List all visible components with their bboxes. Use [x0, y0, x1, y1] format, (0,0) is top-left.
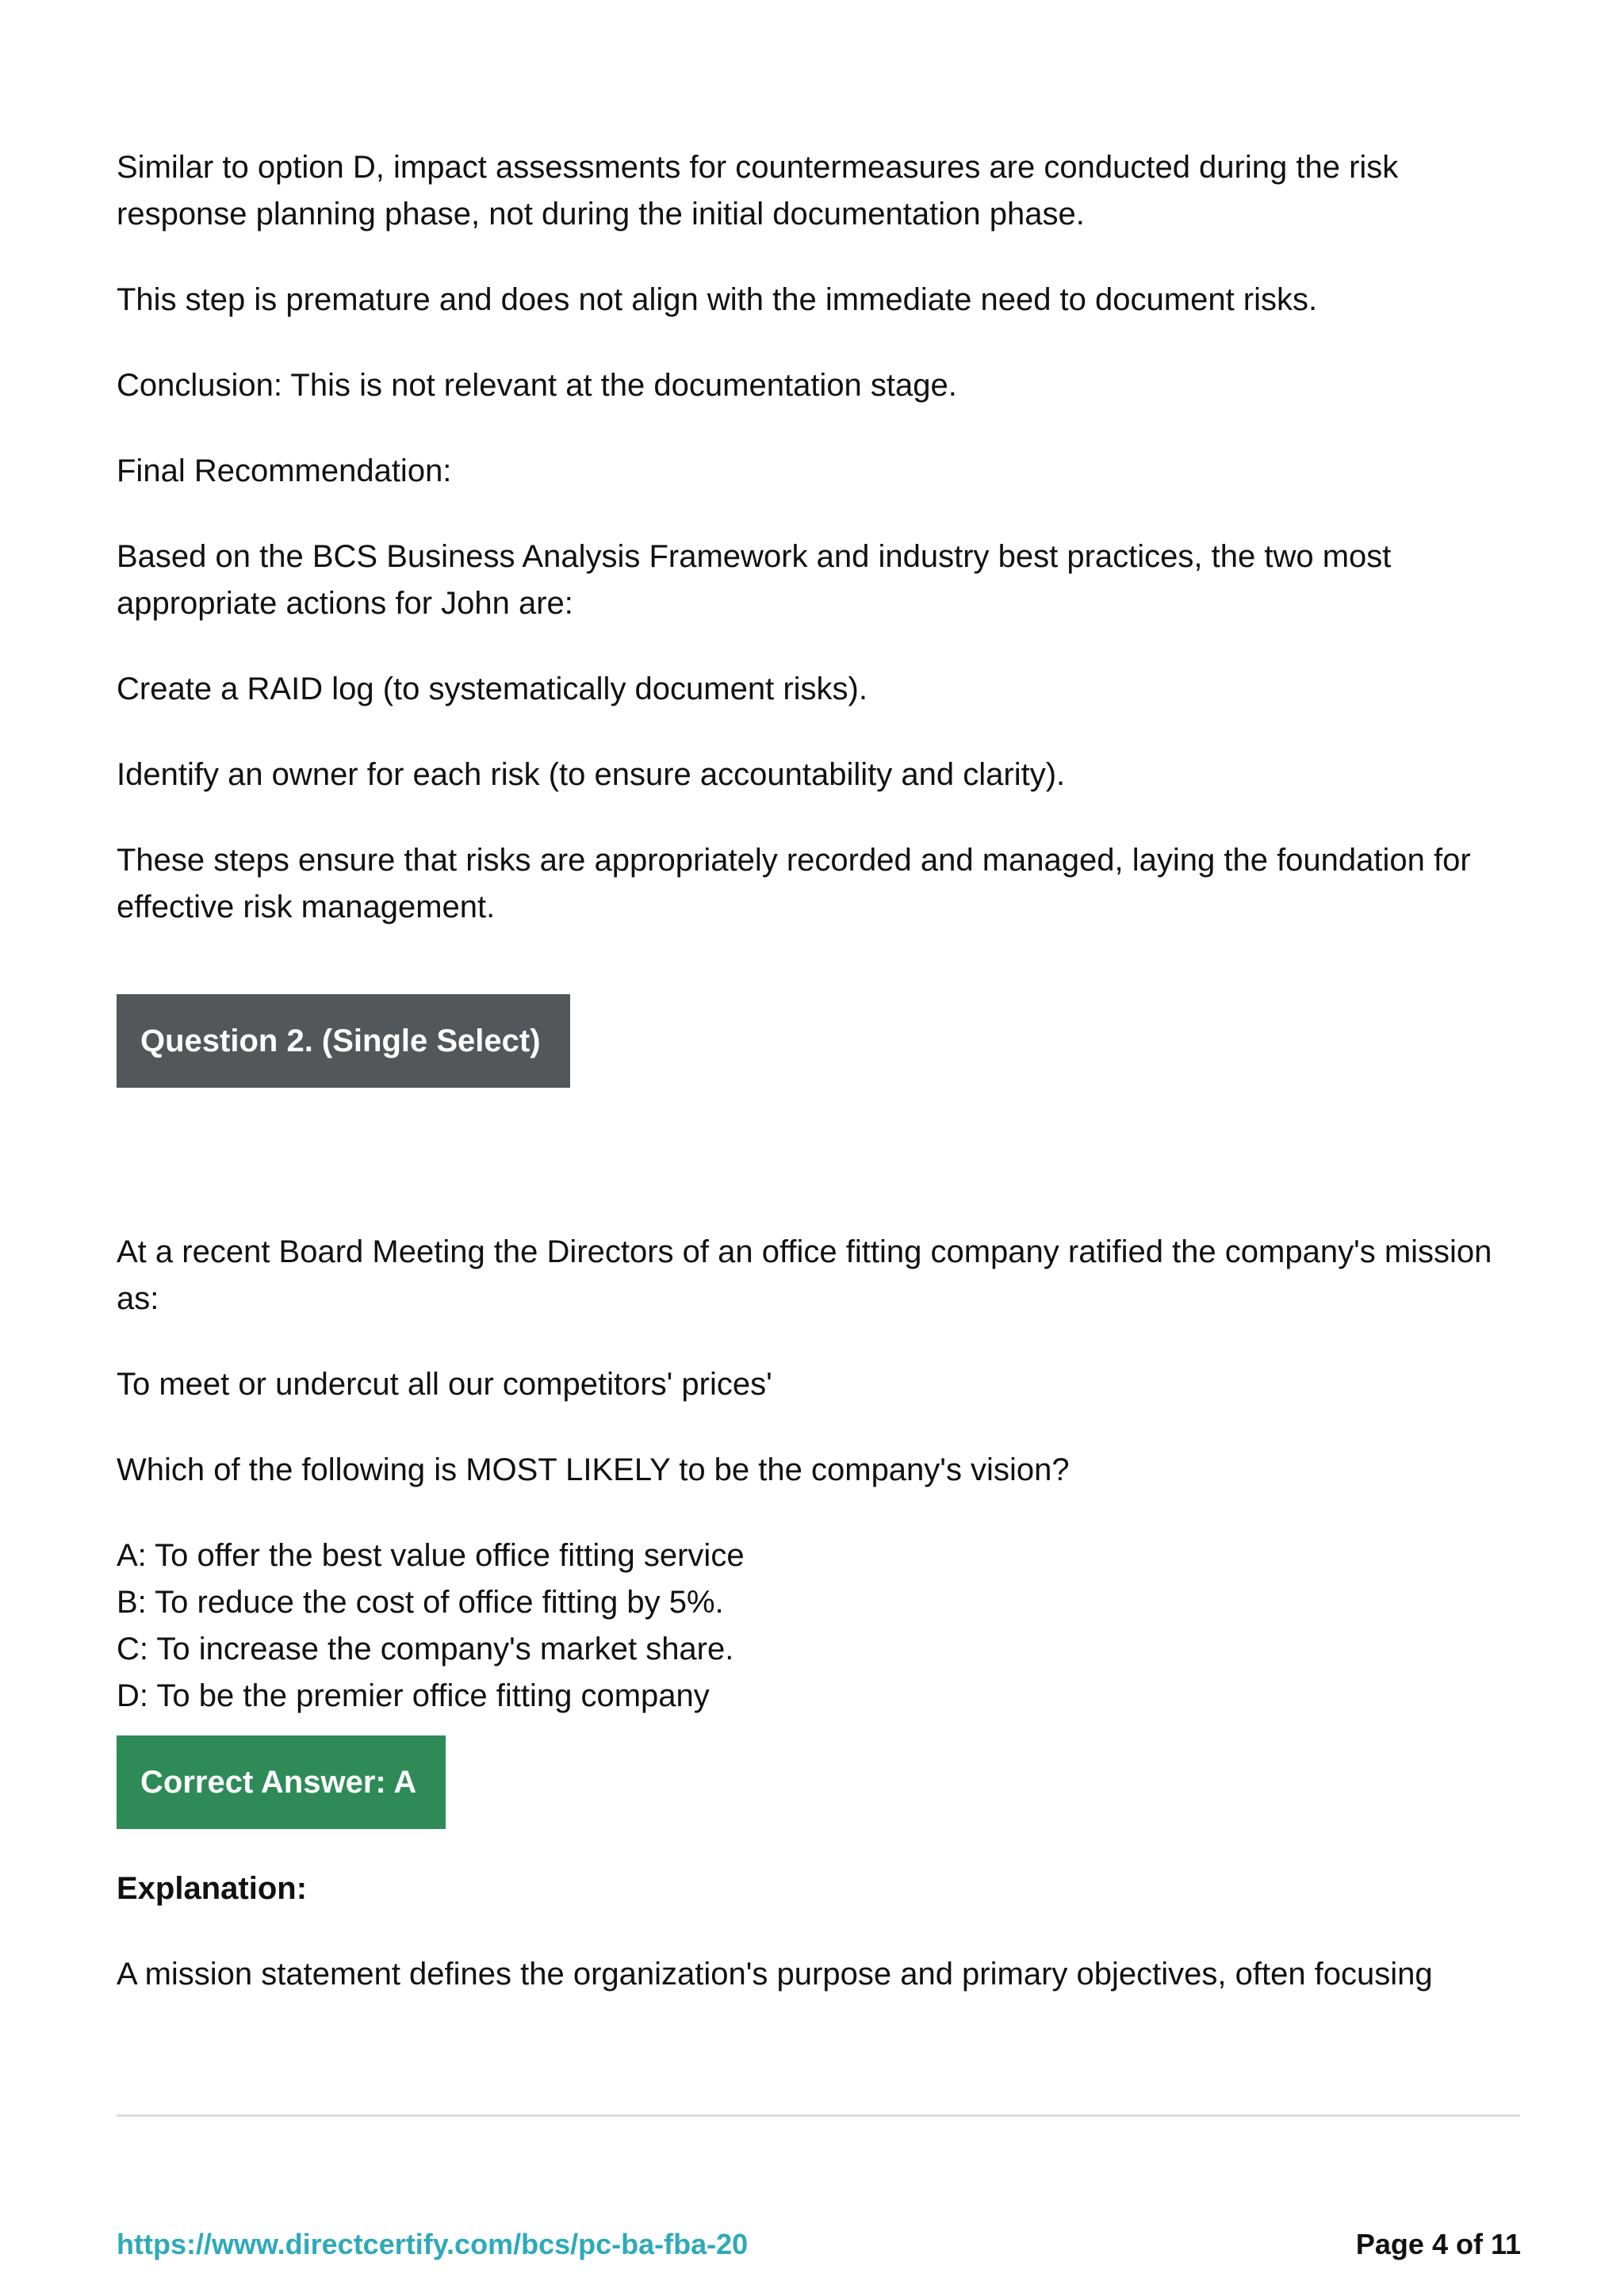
question-prompt: Which of the following is MOST LIKELY to be the company's vision? [117, 1452, 1070, 1487]
explanation-text: A mission statement defines the organization's purpose and primary objectives, often focusing [117, 1957, 1433, 1992]
answer-option-c: C: To increase the company's market share. [117, 1632, 734, 1667]
answer-option-d: D: To be the premier office fitting company [117, 1678, 710, 1713]
conclusion-text: Conclusion: This is not relevant at the documentation stage. [117, 368, 957, 403]
correct-answer-badge: Correct Answer: A [117, 1735, 446, 1829]
answer-option-a: A: To offer the best value office fitting service [117, 1538, 745, 1573]
explanation-paragraph: This step is premature and does not align with the immediate need to document risks. [117, 282, 1318, 317]
recommended-action: Identify an owner for each risk (to ensure accountability and clarity). [117, 757, 1066, 792]
footer-url-link[interactable]: https://www.directcertify.com/bcs/pc-ba-fba-20 [117, 2228, 749, 2260]
explanation-heading: Explanation: [117, 1871, 308, 1906]
summary-paragraph: These steps ensure that risks are appropriately recorded and managed, laying the foundation for effective risk management. [117, 843, 1471, 924]
question-stem: At a recent Board Meeting the Directors of an office fitting company ratified the company's mission as: [117, 1234, 1492, 1316]
answer-option-b: B: To reduce the cost of office fitting by 5%. [117, 1585, 724, 1620]
page-content [117, 144, 1528, 1998]
page-indicator: Page 4 of 11 [1355, 2228, 1521, 2260]
recommendation-intro: Based on the BCS Business Analysis Framework and industry best practices, the two most appropriate actions for John are: [117, 539, 1392, 621]
mission-quote: To meet or undercut all our competitors' prices' [117, 1367, 772, 1402]
answer-options-list [117, 1533, 1528, 1720]
footer-divider [117, 2114, 1520, 2117]
final-recommendation-heading: Final Recommendation: [117, 453, 452, 488]
question-label-badge: Question 2. (Single Select) [117, 994, 570, 1088]
explanation-paragraph: Similar to option D, impact assessments for countermeasures are conducted during the risk response planning phase, not during the initial documentation phase. [117, 150, 1399, 232]
recommended-action: Create a RAID log (to systematically document risks). [117, 672, 868, 706]
